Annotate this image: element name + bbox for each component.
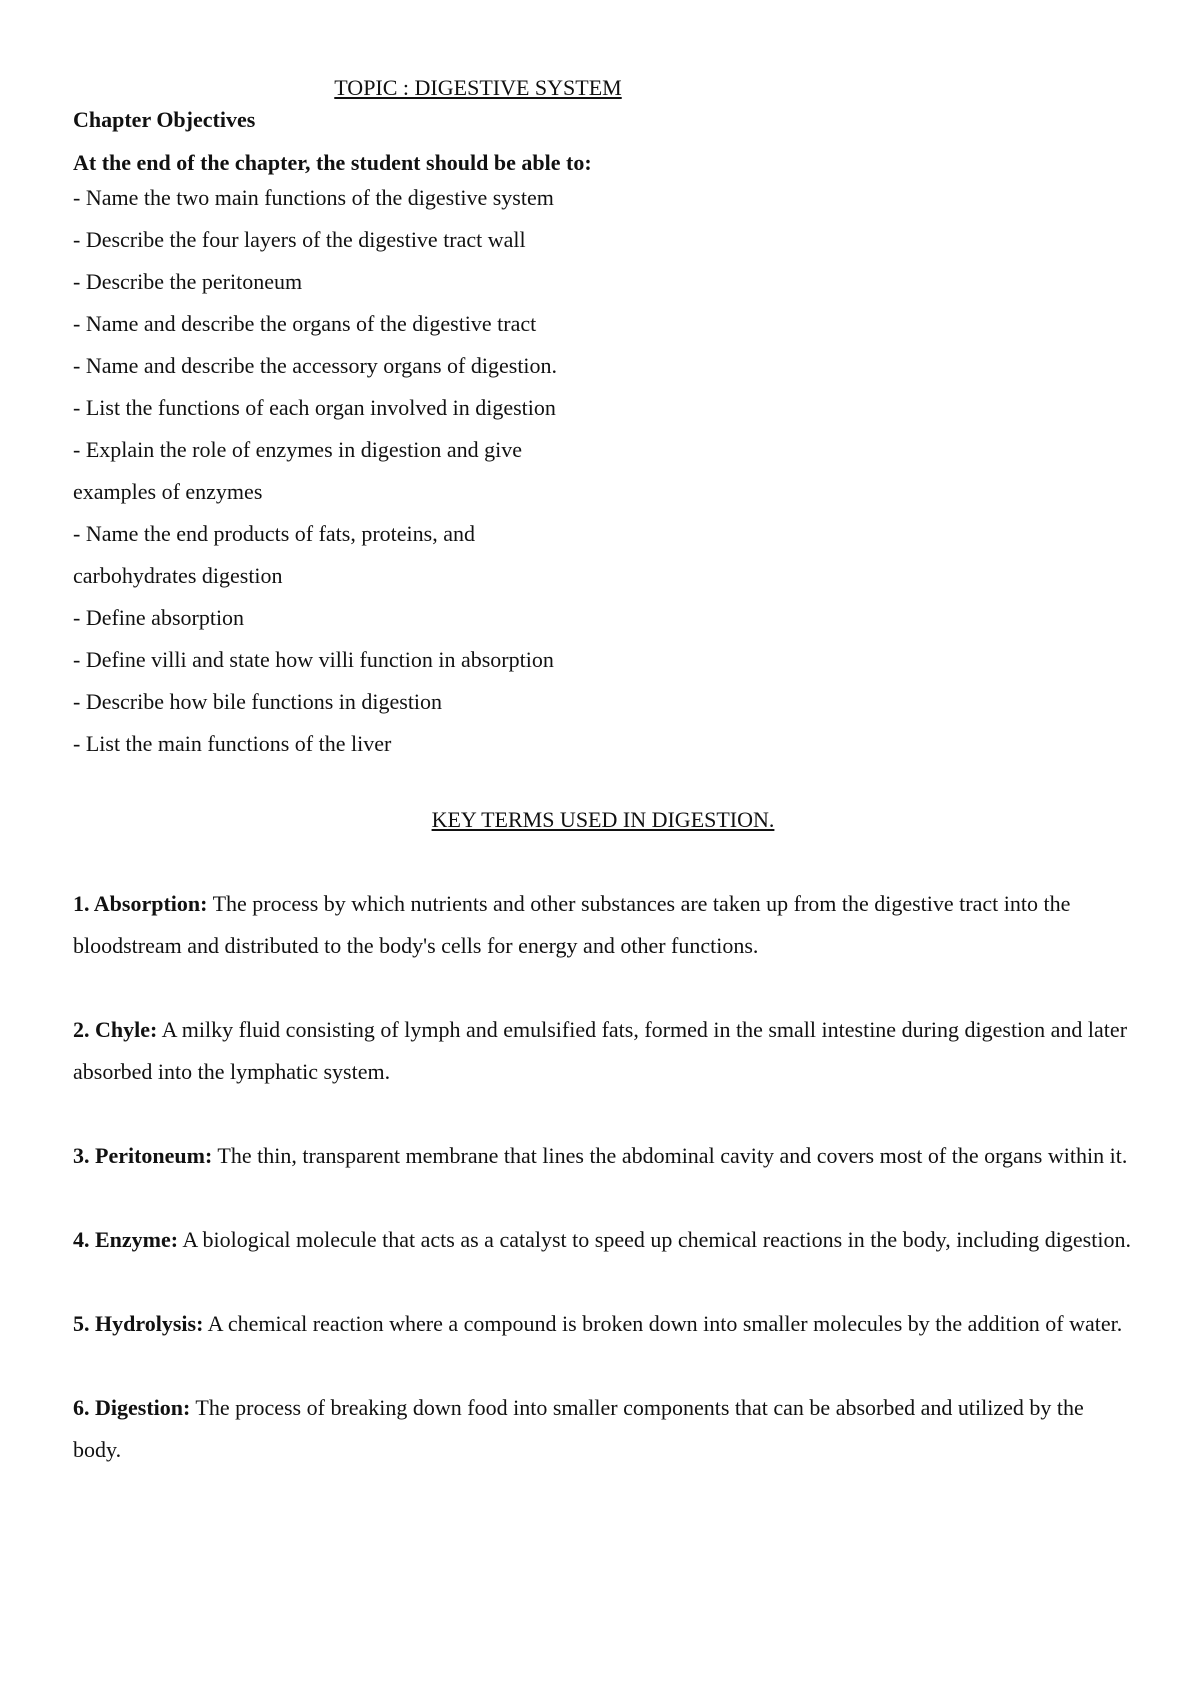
objectives-list (73, 177, 1133, 765)
objective-item: - Describe how bile functions in digestion (73, 689, 443, 714)
document-page (73, 70, 1133, 1513)
objective-item: - Name the end products of fats, proteins, and carbohydrates digestion (73, 521, 475, 588)
key-terms-list (73, 883, 1133, 1471)
term-definition: The thin, transparent membrane that lines the abdominal cavity and covers most of the organs within it. (212, 1143, 1128, 1168)
term-label: 1. Absorption: (73, 891, 208, 916)
objective-item: - List the functions of each organ involved in digestion (73, 395, 556, 420)
term-definition: A milky fluid consisting of lymph and emulsified fats, formed in the small intestine during digestion and later absorbed into the lymphatic system. (73, 1017, 1128, 1084)
page-title: TOPIC : DIGESTIVE SYSTEM (334, 75, 622, 100)
objective-item: - Describe the peritoneum (73, 269, 303, 294)
term-label: 3. Peritoneum: (73, 1143, 213, 1168)
key-terms-heading: KEY TERMS USED IN DIGESTION. (431, 807, 775, 832)
objective-item: - Explain the role of enzymes in digestion and give examples of enzymes (73, 437, 523, 504)
term-definition: The process of breaking down food into smaller components that can be absorbed and utilized by the body. (73, 1395, 1084, 1462)
objective-item: - Describe the four layers of the digestive tract wall (73, 227, 526, 252)
term-definition: A biological molecule that acts as a catalyst to speed up chemical reactions in the body, including digestion. (178, 1227, 1131, 1252)
term-label: 4. Enzyme: (73, 1227, 179, 1252)
term-item (73, 883, 1133, 967)
term-item (73, 1135, 1133, 1177)
term-label: 5. Hydrolysis: (73, 1311, 204, 1336)
objective-item: - Define absorption (73, 605, 245, 630)
term-label: 6. Digestion: (73, 1395, 191, 1420)
objective-item: - List the main functions of the liver (73, 731, 392, 756)
objectives-intro: At the end of the chapter, the student should be able to: (73, 150, 592, 175)
chapter-objectives-heading: Chapter Objectives (73, 107, 256, 132)
objective-item: - Name and describe the accessory organs of digestion. (73, 353, 558, 378)
term-item (73, 1387, 1133, 1471)
objective-item: - Name and describe the organs of the digestive tract (73, 311, 537, 336)
objective-item: - Define villi and state how villi function in absorption (73, 647, 554, 672)
term-definition: The process by which nutrients and other substances are taken up from the digestive tract into the bloodstream and distributed to the body's cells for energy and other functions. (73, 891, 1071, 958)
term-item (73, 1009, 1133, 1093)
term-item (73, 1219, 1133, 1261)
term-item (73, 1303, 1133, 1345)
term-label: 2. Chyle: (73, 1017, 158, 1042)
objective-item: - Name the two main functions of the digestive system (73, 185, 554, 210)
term-definition: A chemical reaction where a compound is broken down into smaller molecules by the addition of water. (203, 1311, 1123, 1336)
